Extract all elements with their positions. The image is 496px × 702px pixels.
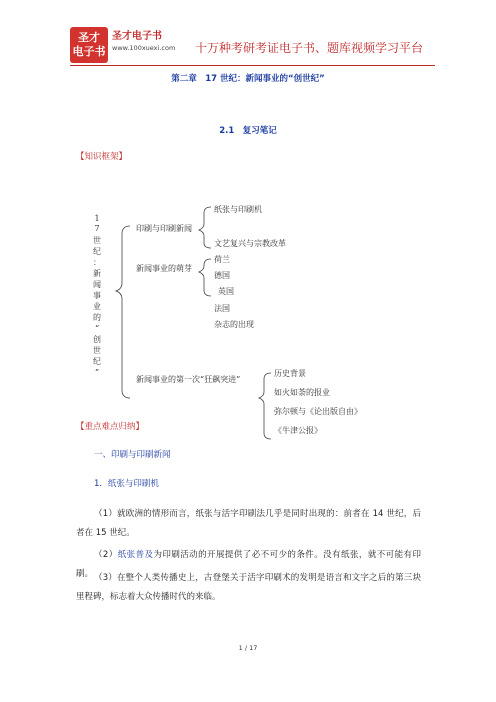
heading-level-2: 1．纸张与印刷机 bbox=[94, 479, 159, 489]
knowledge-framework-tag: 【知识框架】 bbox=[76, 152, 128, 162]
root-char: “ bbox=[94, 324, 100, 333]
brand-url[interactable]: www.100xuexi.com bbox=[112, 44, 176, 52]
root-char: ” bbox=[94, 368, 100, 377]
root-brace bbox=[116, 226, 130, 398]
leaf-label: 英国 bbox=[218, 287, 234, 296]
root-char: 的 bbox=[93, 313, 101, 322]
branch2-brace bbox=[199, 259, 211, 296]
branch-label: 新闻事业的萌芽 bbox=[136, 264, 192, 273]
root-char: 1 bbox=[94, 214, 100, 223]
key-points-tag: 【重点难点归纳】 bbox=[76, 422, 145, 432]
root-char: 新 bbox=[93, 269, 101, 278]
paragraph bbox=[76, 505, 421, 543]
leaf-label: 如火如荼的报业 bbox=[274, 388, 330, 397]
root-char: 7 bbox=[94, 224, 100, 233]
leaf-label: 《牛津公报》 bbox=[274, 426, 322, 435]
root-char: 世 bbox=[93, 346, 101, 355]
root-char: 纪 bbox=[93, 247, 101, 256]
chapter-title: 第二章 17 世纪：新闻事业的“创世纪” bbox=[171, 74, 325, 84]
root-char: 世 bbox=[93, 236, 101, 245]
leaf-label: 德国 bbox=[214, 271, 230, 280]
heading-level-1: 一、印刷与印刷新闻 bbox=[94, 450, 171, 460]
leaf-label: 历史背景 bbox=[274, 369, 306, 378]
leaf-label: 文艺复兴与宗教改革 bbox=[214, 239, 286, 248]
root-char: 事 bbox=[93, 291, 101, 300]
paragraph bbox=[76, 569, 421, 607]
branch1-brace bbox=[199, 207, 211, 248]
section-title: 2.1 复习笔记 bbox=[219, 126, 277, 136]
brand-name: 圣才电子书 bbox=[112, 31, 162, 42]
paragraph-text: （3）在整个人类传播史上，古登堡关于活字印刷术的发明是语言和文字之后的第三块里程碑，标志着大众传播时代的来临。 bbox=[76, 573, 421, 602]
root-char: 纪 bbox=[93, 357, 101, 366]
leaf-label: 法国 bbox=[214, 304, 230, 313]
header-slogan: 十万种考研考证电子书、题库视频学习平台 bbox=[195, 41, 424, 55]
logo-line-1: 圣才 bbox=[78, 31, 100, 44]
leaf-label: 杂志的出现 bbox=[214, 320, 254, 329]
logo-line-2: 电子书 bbox=[72, 45, 106, 58]
paragraph-text: （2） bbox=[94, 550, 118, 560]
root-char: ： bbox=[93, 258, 101, 267]
root-label bbox=[93, 214, 101, 377]
root-char: 业 bbox=[93, 302, 101, 311]
leaf-label: 纸张与印刷机 bbox=[214, 205, 262, 214]
root-char: 创 bbox=[93, 335, 101, 344]
root-char: 闻 bbox=[93, 280, 101, 289]
branch-label: 新闻事业的第一次“狂飙突进” bbox=[136, 375, 241, 384]
paragraph-text: （1）就欧洲的情形而言，纸张与活字印刷法几乎是同时出现的：前者在 14 世纪，后者在 15 世纪。 bbox=[76, 509, 421, 538]
paragraph-text: 为印刷活动的开展提供了必不可少的条件。没有纸张，就不可能有印刷。 bbox=[76, 550, 421, 579]
leaf-label: 荷兰 bbox=[214, 255, 230, 264]
page-number: 1 / 17 bbox=[238, 644, 258, 652]
branch3-brace bbox=[259, 373, 271, 439]
leaf-label: 弥尔顿与《论出版自由》 bbox=[274, 407, 362, 416]
branch-label: 印刷与印刷新闻 bbox=[136, 224, 192, 233]
highlighted-term: 纸张普及 bbox=[117, 550, 154, 560]
